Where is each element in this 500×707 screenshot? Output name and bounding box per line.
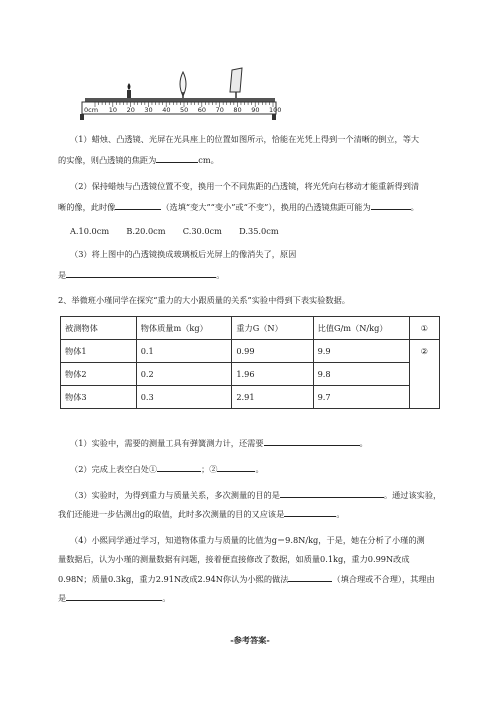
table-cell: 0.2 [136, 363, 232, 386]
table-cell: 物体3 [61, 386, 137, 409]
q2-part1-pre: （1）实验中，需要的测量工具有弹簧测力计，还需要 [70, 438, 264, 448]
ruler-label: 30 [144, 106, 153, 114]
q2-part4-line3-post: （填合理或不合理），其理由 [332, 574, 435, 584]
q2-part4-line4-pre: 是 [58, 593, 67, 603]
option-a[interactable]: A.10.0cm [70, 226, 110, 236]
ruler-label: 70 [215, 106, 224, 114]
q2-part1-post: 。 [359, 438, 368, 448]
focal-length-blank[interactable] [156, 153, 198, 163]
q2-part2 [70, 462, 264, 475]
table-cell: 2.91 [232, 386, 313, 409]
q2-part2-post: 。 [255, 464, 264, 474]
q2-part4-line2: 量数据后，认为小瑾的测量数据有问题，接着便直接修改了数据，如质量0.1kg，重力0.99N改成 [58, 554, 410, 564]
q1-options [70, 225, 279, 237]
table-cell: 0.3 [136, 386, 232, 409]
ruler-label: 80 [233, 106, 242, 114]
q1-part1-line2 [58, 153, 219, 166]
table-row [61, 363, 440, 386]
q1-part1-line2-pre: 的实像，则凸透镜的焦距为 [58, 155, 157, 165]
image-size-blank[interactable] [115, 200, 161, 210]
purpose2-blank[interactable] [284, 507, 336, 517]
ruler-label: 100 [269, 106, 282, 114]
table-header-cell: 比值G/m（N/kg） [313, 317, 409, 340]
ruler-label: 20 [126, 106, 135, 114]
ruler-label: 40 [162, 106, 171, 114]
q1-part2-line2-mid: （选填“变大”“变小”或“不变”），换用的凸透镜焦距可能为 [161, 202, 371, 212]
answers-heading: -参考答案- [230, 635, 270, 645]
q1-part2-line2 [58, 200, 419, 213]
reason-blank[interactable] [66, 268, 216, 278]
scale-start-label: 0cm [84, 106, 99, 114]
option-c[interactable]: C.30.0cm [182, 226, 222, 236]
q2-part4-line1: （4）小熙同学通过学习，知道物体重力与质量的比值为g＝9.8N/kg，于是，她在分析了小瑾的测 [70, 535, 425, 545]
table-header-cell: 被测物体 [61, 317, 137, 340]
ruler-label: 60 [197, 106, 207, 114]
q2-part3-line1-pre: （3）实验时，为得到重力与质量关系，多次测量的目的是 [70, 490, 280, 500]
optical-bench-drawing [70, 62, 280, 122]
q1-part3-line2-post: 。 [216, 270, 225, 280]
table-header-cell: 重力G（N） [232, 317, 313, 340]
justification-blank[interactable] [66, 591, 162, 601]
optical-bench-figure [70, 62, 280, 122]
table-blank-header-1[interactable]: ① [409, 317, 439, 340]
table-cell: 9.9 [313, 340, 409, 363]
q1-part3-line1: （3）将上图中的凸透镜换成玻璃板后光屏上的像消失了，原因 [70, 249, 297, 259]
q2-part3-line1-post: 。通过该实验， [383, 490, 442, 500]
q1-part2-line2-post: 。 [410, 202, 419, 212]
q2-part3-line2-post: 。 [336, 509, 345, 519]
blank-1[interactable] [157, 462, 201, 472]
ruler-label: 10 [108, 106, 118, 114]
q2-part4-line3 [58, 572, 435, 585]
bench-rail [85, 98, 275, 102]
ruler-label: 50 [180, 106, 189, 114]
q2-part3-line1 [70, 488, 441, 501]
table-cell: 物体1 [61, 340, 137, 363]
option-b[interactable]: B.20.0cm [126, 226, 166, 236]
q2-part2-pre: （2）完成上表空白处① [70, 464, 158, 474]
table-row [61, 386, 440, 409]
q1-part3-line2 [58, 268, 224, 281]
q1-part1-line2-post: cm。 [198, 155, 219, 165]
table-cell: 9.8 [313, 363, 409, 386]
flame-icon [128, 83, 131, 90]
q2-part1 [70, 436, 368, 449]
screen-icon [230, 68, 242, 92]
reasonable-blank[interactable] [288, 572, 332, 582]
q2-part4-line4 [58, 591, 170, 604]
q2-part3-line2-pre: 我们还能进一步估测出g的取值，此时多次测量的目的又应该是 [58, 509, 285, 519]
table-blank-cell-2[interactable]: ② [409, 340, 439, 409]
table-cell: 9.7 [313, 386, 409, 409]
table-header-row [61, 317, 440, 340]
q2-intro: 2、举微班小瑾同学在探究“重力的大小跟质量的关系”实验中得到下表实验数据。 [58, 295, 350, 305]
q2-part4-line4-post: 。 [162, 593, 171, 603]
q2-part3-line2 [58, 507, 345, 520]
q1-part1-line1: （1）蜡烛、凸透镜、光屏在光具座上的位置如图所示，恰能在光凭上得到一个清晰的倒立，等大 [70, 134, 420, 144]
table-row [61, 340, 440, 363]
table-header-cell: 物体质量m（kg） [136, 317, 232, 340]
candle-icon [127, 90, 131, 98]
table-cell: 0.1 [136, 340, 232, 363]
table-cell: 1.96 [232, 363, 313, 386]
q1-part3-line2-pre: 是 [58, 270, 67, 280]
data-table [60, 316, 440, 409]
q2-part4-line3-pre: 0.98N；质量0.3kg，重力2.91N改成2.94N你认为小熙的做法 [58, 574, 289, 584]
purpose-blank[interactable] [280, 488, 384, 498]
q1-part2-line1: （2）保持蜡烛与凸透镜位置不变，换用一个不同焦距的凸透镜，将光凭向右移动才能重新得到清 [70, 181, 420, 191]
table-cell: 物体2 [61, 363, 137, 386]
table-cell: 0.99 [232, 340, 313, 363]
tool-blank[interactable] [264, 436, 360, 446]
q2-part2-mid: ；② [201, 464, 218, 474]
focal-choice-blank[interactable] [371, 200, 411, 210]
blank-2[interactable] [217, 462, 255, 472]
option-d[interactable]: D.35.0cm [239, 226, 279, 236]
q1-part2-line2-pre: 晰的像，此时像 [58, 202, 116, 212]
ruler-label: 90 [251, 106, 260, 114]
